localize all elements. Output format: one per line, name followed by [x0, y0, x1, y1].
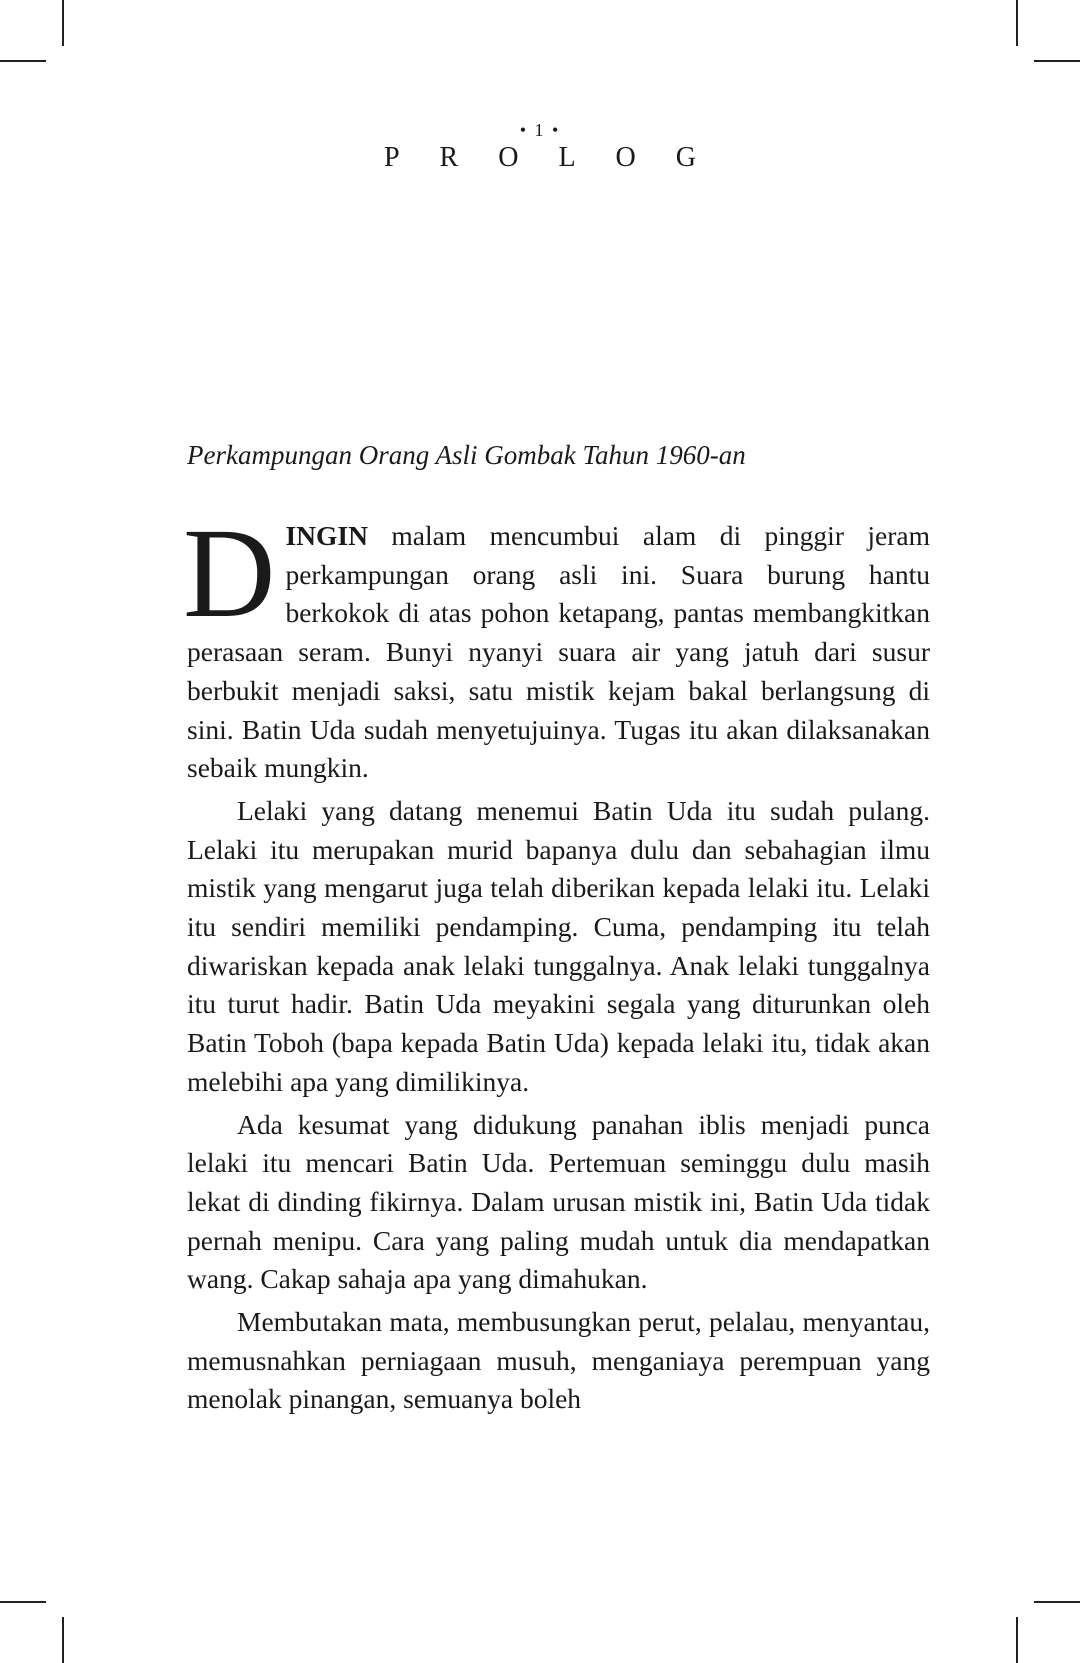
drop-cap: D — [183, 502, 276, 644]
lead-word: INGIN — [285, 520, 368, 551]
section-subtitle: Perkampungan Orang Asli Gombak Tahun 1960-an — [187, 440, 746, 470]
opening-text: malam mencumbui alam di pinggir jeram perkampungan orang asli ini. Suara burung hantu berkokok di atas pohon ketapang, pantas membangkitkan perasaan seram. Bunyi nyanyi suara air yang jatuh dari susur berbukit menjadi saksi, satu mistik kejam bakal berlangsung di sini. Batin Uda sudah menyetujuinya. Tugas itu akan dilaksanakan sebaik mungkin. — [187, 520, 930, 784]
paragraph: Ada kesumat yang didukung panahan iblis menjadi punca lelaki itu mencari Batin Uda. Pertemuan seminggu dulu masih lekat di dinding fikirnya. Dalam urusan mistik ini, Batin Uda tidak pernah menipu. Cara yang paling mudah untuk dia mendapatkan wang. Cakap sahaja apa yang dimahukan. — [187, 1108, 930, 1295]
crop-mark-bottom-left — [62, 1617, 64, 1663]
crop-mark-bottom-right — [1034, 1601, 1080, 1603]
chapter-number: • 1 • — [519, 120, 561, 140]
crop-mark-bottom-right — [1016, 1617, 1018, 1663]
paragraph: Membutakan mata, membusungkan perut, pelalau, menyantau, memusnahkan perniagaan musuh, menganiaya perempuan yang menolak pinangan, semuanya boleh — [187, 1306, 930, 1415]
body-text — [183, 502, 930, 1419]
chapter-title: PROLOG — [383, 142, 736, 173]
crop-mark-top-left — [62, 0, 64, 46]
opening-paragraph — [183, 502, 930, 788]
crop-mark-top-left — [0, 60, 46, 62]
paragraph: Lelaki yang datang menemui Batin Uda itu sudah pulang. Lelaki itu merupakan murid bapanya dulu dan sebahagian ilmu mistik yang mengarut juga telah diberikan kepada lelaki itu. Lelaki itu sendiri memiliki pendamping. Cuma, pendamping itu telah diwariskan kepada anak lelaki tunggalnya. Anak lelaki tunggalnya itu turut hadir. Batin Uda meyakini segala yang diturunkan oleh Batin Toboh (bapa kepada Batin Uda) kepada lelaki itu, tidak akan melebihi apa yang dimilikinya. — [187, 794, 930, 1097]
crop-mark-top-right — [1034, 60, 1080, 62]
crop-mark-top-right — [1016, 0, 1018, 46]
crop-mark-bottom-left — [0, 1601, 46, 1603]
